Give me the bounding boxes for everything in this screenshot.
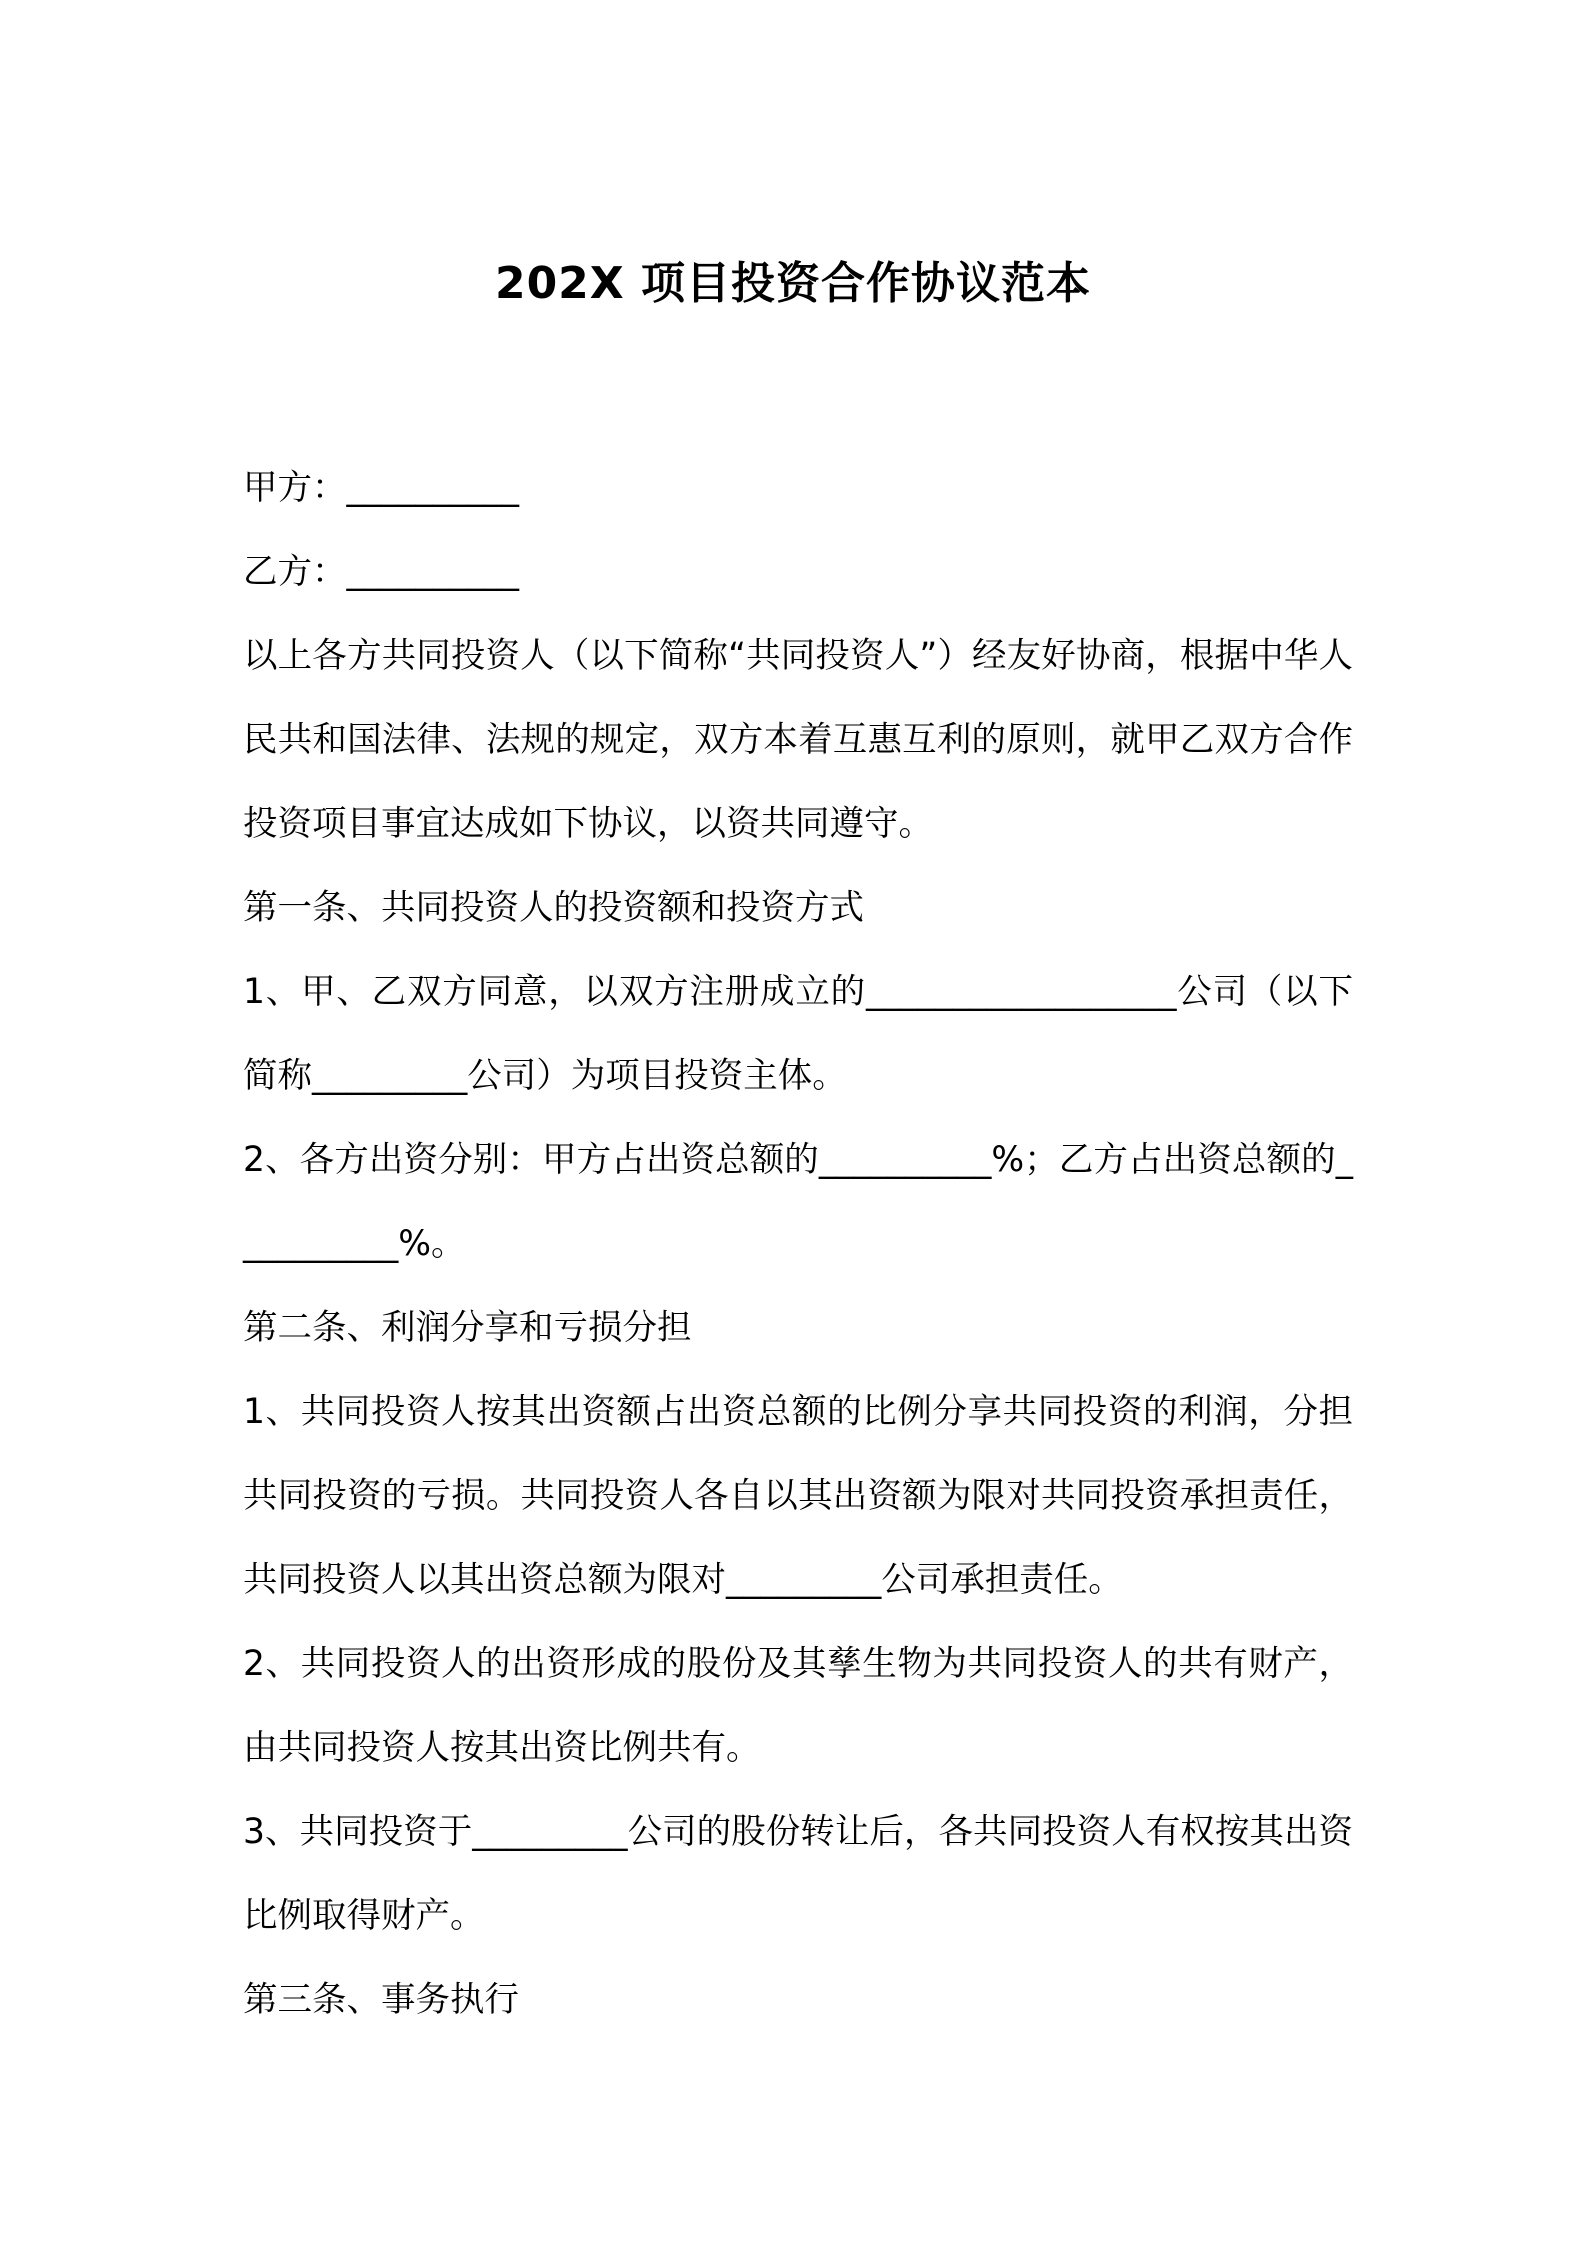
article-2-heading: 第二条、利润分享和亏损分担 <box>243 1308 692 1348</box>
article-2-clause-2: 2、共同投资人的出资形成的股份及其孳生物为共同投资人的共有财产，由共同投资人按其出资比例共有。 <box>243 1644 1353 1768</box>
document-body <box>243 446 1353 2042</box>
article-3-heading: 第三条、事务执行 <box>243 1980 519 2020</box>
article-1-clause-2: 2、各方出资分别：甲方占出资总额的__________%；乙方占出资总额的__________%。 <box>243 1140 1353 1264</box>
article-1-clause-1: 1、甲、乙双方同意，以双方注册成立的__________________公司（以下简称_________公司）为项目投资主体。 <box>243 972 1353 1096</box>
party-a-line: 甲方：__________ <box>243 468 519 508</box>
article-1-heading: 第一条、共同投资人的投资额和投资方式 <box>243 888 864 928</box>
article-2-clause-1: 1、共同投资人按其出资额占出资总额的比例分享共同投资的利润，分担共同投资的亏损。共同投资人各自以其出资额为限对共同投资承担责任，共同投资人以其出资总额为限对_________公司承担责任。 <box>243 1392 1353 1600</box>
party-b-line: 乙方：__________ <box>243 552 519 592</box>
article-2-clause-3: 3、共同投资于_________公司的股份转让后，各共同投资人有权按其出资比例取得财产。 <box>243 1812 1353 1936</box>
preamble-paragraph: 以上各方共同投资人（以下简称“共同投资人”）经友好协商，根据中华人民共和国法律、法规的规定，双方本着互惠互利的原则，就甲乙双方合作投资项目事宜达成如下协议，以资共同遵守。 <box>243 636 1353 844</box>
document-title: 202X 项目投资合作协议范本 <box>494 258 1092 309</box>
